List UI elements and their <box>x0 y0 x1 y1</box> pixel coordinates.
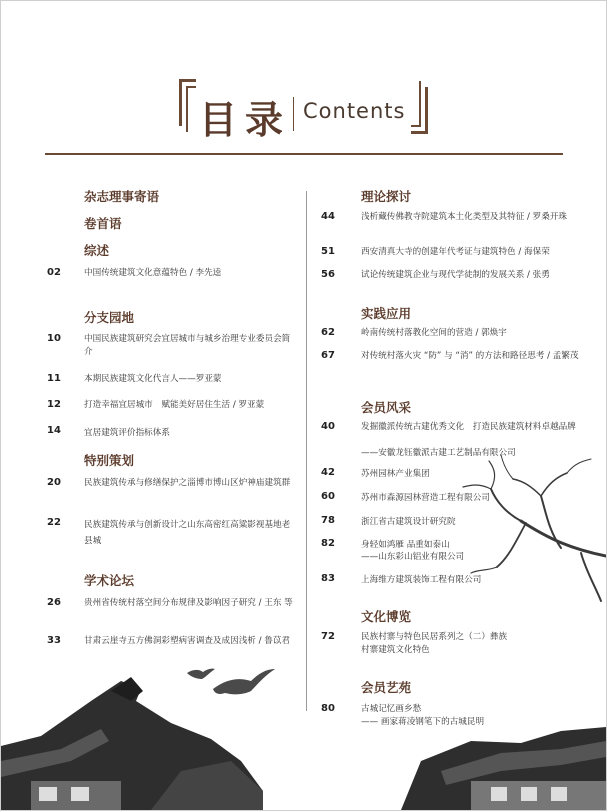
roof-illustration-left <box>1 677 263 810</box>
entry-page-number: 22 <box>47 517 61 528</box>
toc-entry-subline: ——山东彩山铝业有限公司 <box>361 552 465 562</box>
toc-entry[interactable]: 贵州省传统村落空间分布规律及影响因子研究 / 王东 等 <box>84 598 293 608</box>
toc-entry[interactable]: 发掘徽派传统古建优秀文化 打造民族建筑材料卓越品牌 <box>361 422 576 432</box>
section-heading[interactable]: 会员风采 <box>361 400 412 415</box>
toc-entry[interactable]: 本期民族建筑文化代言人——罗亚蒙 <box>84 374 222 384</box>
toc-entry[interactable]: 民族村寨与特色民居系列之（二）彝族村寨建筑文化特色 <box>361 632 508 655</box>
entry-page-number: 83 <box>321 573 335 584</box>
toc-entry[interactable]: 打造幸福宜居城市 赋能美好居住生活 / 罗亚蒙 <box>84 400 265 410</box>
toc-entry[interactable]: 中国传统建筑文化意蕴特色 / 李先逵 <box>84 268 222 278</box>
section-heading[interactable]: 特别策划 <box>84 453 135 468</box>
entry-page-number: 20 <box>47 477 61 488</box>
entry-page-number: 80 <box>321 703 335 714</box>
entry-page-number: 60 <box>321 491 335 502</box>
title-bracket-left <box>179 79 196 126</box>
bird-illustration <box>187 669 275 695</box>
section-heading[interactable]: 文化博览 <box>361 609 412 624</box>
toc-entry[interactable]: 苏州市森源园林营造工程有限公司 <box>361 493 490 503</box>
entry-page-number: 51 <box>321 246 335 257</box>
page-title-english: Contents <box>303 99 406 123</box>
section-heading[interactable]: 实践应用 <box>361 306 412 321</box>
toc-entry[interactable]: 甘肃云崖寺五方佛洞彩塑病害调查及成因浅析 / 鲁苡君 <box>84 636 291 646</box>
section-heading[interactable]: 会员艺苑 <box>361 680 412 695</box>
toc-entry[interactable]: 浙江省古建筑设计研究院 <box>361 517 456 527</box>
title-divider <box>293 97 294 131</box>
entry-page-number: 02 <box>47 267 61 278</box>
title-bracket-right <box>411 87 428 134</box>
section-heading[interactable]: 分支园地 <box>84 310 135 325</box>
toc-entry-subline: ——安徽龙钰徽派古建工艺制品有限公司 <box>361 448 516 458</box>
entry-page-number: 11 <box>47 373 61 384</box>
entry-page-number: 78 <box>321 515 335 526</box>
entry-page-number: 82 <box>321 538 335 549</box>
column-divider <box>306 191 307 711</box>
entry-page-number: 67 <box>321 350 335 361</box>
toc-entry[interactable]: 试论传统建筑企业与现代学徒制的发展关系 / 张勇 <box>361 270 550 280</box>
toc-entry[interactable]: 身轻如鸿雁 品重如泰山 <box>361 540 450 550</box>
entry-page-number: 42 <box>321 467 335 478</box>
entry-page-number: 12 <box>47 399 61 410</box>
section-heading[interactable]: 学术论坛 <box>84 573 135 588</box>
entry-page-number: 72 <box>321 631 335 642</box>
toc-entry[interactable]: 民族建筑传承与创新设计之山东高密红高粱影视基地老县城 <box>84 520 291 546</box>
entry-page-number: 33 <box>47 635 61 646</box>
toc-entry[interactable]: 民族建筑传承与修缮保护之淄博市博山区炉神庙建筑群 <box>84 478 291 488</box>
toc-entry[interactable]: 苏州园林产业集团 <box>361 469 430 479</box>
section-heading[interactable]: 综述 <box>84 243 110 258</box>
toc-entry-subline: —— 画家蒋凌钢笔下的古城昆明 <box>361 717 485 727</box>
entry-page-number: 10 <box>47 333 61 344</box>
page-title: 目录 <box>199 98 292 142</box>
entry-page-number: 56 <box>321 269 335 280</box>
toc-entry[interactable]: 古城记忆画乡愁 <box>361 704 422 714</box>
section-heading[interactable]: 卷首语 <box>84 216 122 231</box>
section-heading[interactable]: 杂志理事寄语 <box>84 189 160 204</box>
toc-entry[interactable]: 上海维方建筑装饰工程有限公司 <box>361 575 482 585</box>
entry-page-number: 62 <box>321 327 335 338</box>
toc-entry[interactable]: 中国民族建筑研究会宜居城市与城乡治理专业委员会简介 <box>84 334 291 357</box>
toc-entry[interactable]: 宜居建筑评价指标体系 <box>84 428 170 438</box>
section-heading[interactable]: 理论探讨 <box>361 189 412 204</box>
entry-page-number: 44 <box>321 211 335 222</box>
roof-illustration-right <box>401 727 606 810</box>
toc-entry[interactable]: 对传统村落火灾 “防” 与 “消” 的方法和路径思考 / 孟繁茂 <box>361 351 579 361</box>
entry-page-number: 14 <box>47 425 61 436</box>
toc-entry[interactable]: 岭南传统村落教化空间的营造 / 郭焕宇 <box>361 328 507 338</box>
header-rule <box>45 153 563 155</box>
entry-page-number: 40 <box>321 421 335 432</box>
toc-entry[interactable]: 浅析藏传佛教寺院建筑本土化类型及其特征 / 罗桑开珠 <box>361 212 568 222</box>
toc-entry[interactable]: 西安清真大寺的创建年代考证与建筑特色 / 海保荣 <box>361 247 550 257</box>
entry-page-number: 26 <box>47 597 61 608</box>
